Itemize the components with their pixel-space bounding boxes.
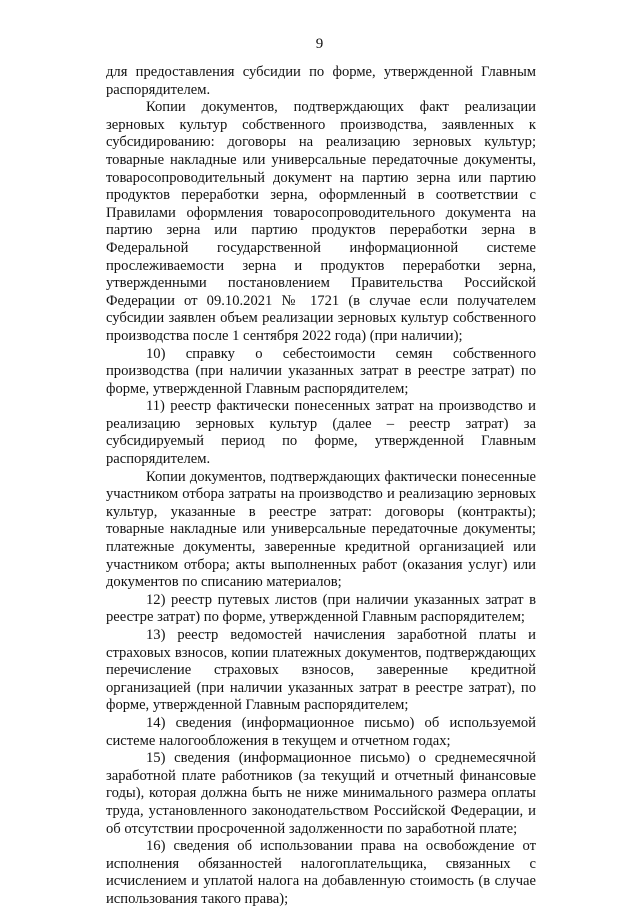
list-item-11: 11) реестр фактически понесенных затрат на производство и реализацию зерновых культур (далее – реестр затрат) за субсидируемый период по форме, утвержденной Главным распорядителем. xyxy=(106,398,536,468)
paragraph-cost-documents: Копии документов, подтверждающих фактически понесенные участником отбора затраты на производство и реализацию зерновых культур, указанные в реестре затрат: договоры (контракты); товарные накладные или универсальные передаточные документы; платежные документы, заверенные кредитной организацией или участником отбора; акты выполненных работ (оказания услуг) или документов по списанию материалов; xyxy=(106,468,536,591)
list-item-16: 16) сведения об использовании права на освобождение от исполнения обязанностей налогоплательщика, связанных с исчислением и уплатой налога на добавленную стоимость (в случае использования такого права); xyxy=(106,838,536,907)
list-item-10: 10) справку о себестоимости семян собственного производства (при наличии указанных затрат в реестре затрат) по форме, утвержденной Главным распорядителем; xyxy=(106,345,536,397)
list-item-15: 15) сведения (информационное письмо) о среднемесячной заработной плате работников (за текущий и отчетный финансовые годы), которая должна быть не ниже минимального размера оплаты труда, установленного законодательством Российской Федерации, и об отсутствии просроченной задолженности по заработной плате; xyxy=(106,750,536,837)
paragraph-continuation: для предоставления субсидии по форме, утвержденной Главным распорядителем. xyxy=(106,64,536,98)
page-number: 9 xyxy=(315,36,324,52)
list-item-13: 13) реестр ведомостей начисления заработной платы и страховых взносов, копии платежных документов, подтверждающих перечисление страховых взносов, заверенные кредитной организацией (при наличии указанных затрат в реестре затрат), по форме, утвержденной Главным распорядителем; xyxy=(106,627,536,714)
document-body xyxy=(106,64,536,909)
list-item-12: 12) реестр путевых листов (при наличии указанных затрат в реестре затрат) по форме, утвержденной Главным распорядителем; xyxy=(106,591,536,626)
list-item-14: 14) сведения (информационное письмо) об используемой системе налогообложения в текущем и отчетном годах; xyxy=(106,714,536,749)
paragraph-sales-documents: Копии документов, подтверждающих факт реализации зерновых культур собственного производства, заявленных к субсидированию: договоры на реализацию зерновых культур; товарные накладные или универсальные передаточные документы, товаросопроводительный документ на партию зерна или партию продуктов переработки зерна, оформленный в соответствии с Правилами оформления товаросопроводительного документа на партию зерна или партию продуктов переработки зерна в Федеральной государственной информационной системе прослеживаемости зерна и продуктов переработки зерна, утвержденными постановлением Правительства Российской Федерации от 09.10.2021 № 1721 (в случае если получателем субсидии заявлен объем реализации зерновых культур собственного производства после 1 сентября 2022 года) (при наличии); xyxy=(106,99,536,344)
